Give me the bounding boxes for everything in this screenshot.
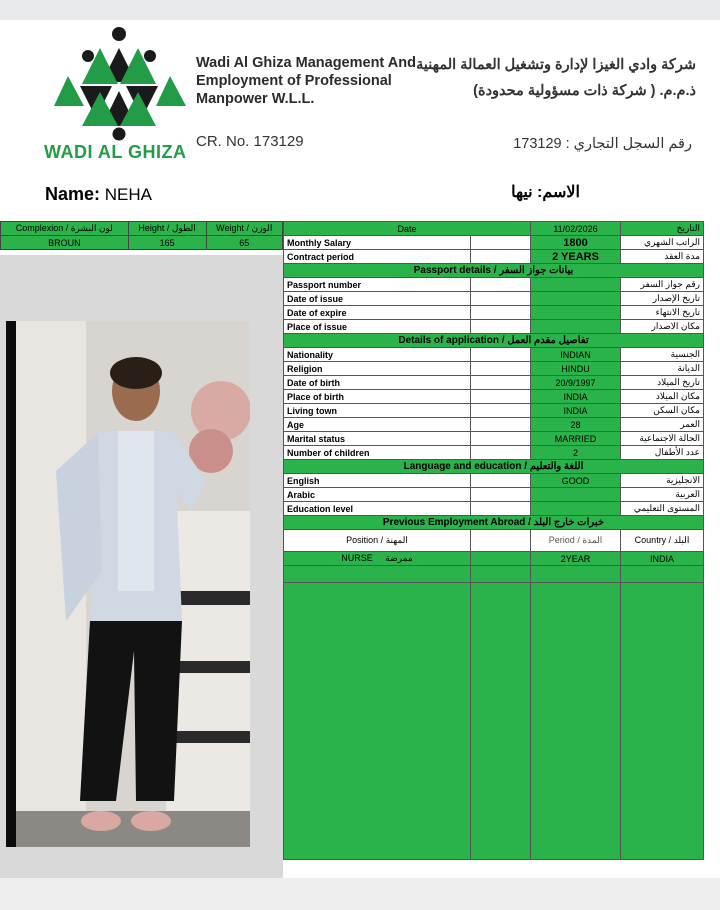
position-value-en: NURSE <box>341 553 373 563</box>
contract-label-ar: مدة العقد <box>621 250 704 264</box>
weight-value: 65 <box>206 236 282 250</box>
candidate-photo <box>6 321 250 847</box>
birth-place-label-ar: مكان الميلاد <box>621 390 704 404</box>
application-section-title: Details of application / تفاصيل مقدم العمل <box>284 334 704 348</box>
issue-date-label: Date of issue <box>284 292 471 306</box>
children-label-ar: عدد الأطفال <box>621 446 704 460</box>
birth-date-label-ar: تاريخ الميلاد <box>621 376 704 390</box>
issue-date-label-ar: تاريخ الإصدار <box>621 292 704 306</box>
age-label: Age <box>284 418 471 432</box>
height-header: Height / الطول <box>128 222 206 236</box>
nationality-label: Nationality <box>284 348 471 362</box>
issue-place-label-ar: مكان الاصدار <box>621 320 704 334</box>
issue-place-value <box>531 320 621 334</box>
english-label-ar: الانجليزية <box>621 474 704 488</box>
date-value: 11/02/2026 <box>531 222 621 236</box>
education-value <box>531 502 621 516</box>
issue-place-label: Place of issue <box>284 320 471 334</box>
age-value: 28 <box>531 418 621 432</box>
position-value-ar: ممرضة <box>385 553 413 563</box>
expire-date-value <box>531 306 621 320</box>
age-label-ar: العمر <box>621 418 704 432</box>
company-name-line-1: Wadi Al Ghiza Management And <box>196 55 416 71</box>
passport-section-title: Passport details / بيانات جواز السفر <box>284 264 704 278</box>
company-name-ar: شركة وادي الغيزا لإدارة وتشغيل العمالة المهنية ذ.م.م. ( شركة ذات مسؤولية محدودة) <box>416 57 696 99</box>
details-table <box>283 221 704 860</box>
cr-number-ar: رقم السجل التجاري : 173129 <box>513 136 692 152</box>
candidate-name-en: Name: NEHA <box>45 184 152 204</box>
living-town-value: INDIA <box>531 404 621 418</box>
top-margin <box>0 0 720 20</box>
arabic-label: Arabic <box>284 488 471 502</box>
education-label-ar: المستوى التعليمي <box>621 502 704 516</box>
contract-value: 2 YEARS <box>531 250 621 264</box>
expire-date-label: Date of expire <box>284 306 471 320</box>
name-value: NEHA <box>104 185 152 204</box>
birth-date-label: Date of birth <box>284 376 471 390</box>
candidate-name-ar: الاسم: نيها <box>511 184 580 201</box>
salary-label-ar: الراتب الشهري <box>621 236 704 250</box>
birth-place-value: INDIA <box>531 390 621 404</box>
nationality-label-ar: الجنسية <box>621 348 704 362</box>
height-value: 165 <box>128 236 206 250</box>
english-label: English <box>284 474 471 488</box>
complexion-value: BROUN <box>1 236 129 250</box>
arabic-value <box>531 488 621 502</box>
passport-number-label-ar: رقم جواز السفر <box>621 278 704 292</box>
children-label: Number of children <box>284 446 471 460</box>
nationality-value: INDIAN <box>531 348 621 362</box>
issue-date-value <box>531 292 621 306</box>
marital-status-value: MARRIED <box>531 432 621 446</box>
physical-table <box>0 221 283 250</box>
living-town-label: Living town <box>284 404 471 418</box>
marital-status-label-ar: الحالة الاجتماعية <box>621 432 704 446</box>
religion-value: HINDU <box>531 362 621 376</box>
passport-number-value <box>531 278 621 292</box>
language-section-title: Language and education / اللغة والتعليم <box>284 460 704 474</box>
salary-label: Monthly Salary <box>284 236 471 250</box>
expire-date-label-ar: تاريخ الانتهاء <box>621 306 704 320</box>
religion-label: Religion <box>284 362 471 376</box>
employment-section-title: Previous Employment Abroad / خبرات خارج البلد <box>284 516 704 530</box>
date-label: Date <box>284 222 531 236</box>
country-header: Country / البلد <box>621 530 704 552</box>
company-name-line-2: Employment of Professional <box>196 73 392 89</box>
period-value: 2YEAR <box>531 552 621 566</box>
passport-number-label: Passport number <box>284 278 471 292</box>
period-header: Period / المدة <box>531 530 621 552</box>
religion-label-ar: الديانة <box>621 362 704 376</box>
complexion-header: Complexion / لون البشرة <box>1 222 129 236</box>
position-value <box>284 552 471 566</box>
birth-date-value: 20/9/1997 <box>531 376 621 390</box>
name-label: Name <box>45 184 95 204</box>
weight-header: Weight / الوزن <box>206 222 282 236</box>
cr-number-en: CR. No. 173129 <box>196 133 304 150</box>
children-value: 2 <box>531 446 621 460</box>
bottom-margin <box>0 878 720 910</box>
arabic-label-ar: العربية <box>621 488 704 502</box>
company-name-en <box>196 54 416 108</box>
birth-place-label: Place of birth <box>284 390 471 404</box>
english-value: GOOD <box>531 474 621 488</box>
company-name-line-3: Manpower W.L.L. <box>196 91 315 107</box>
date-label-ar: التاريخ <box>621 222 704 236</box>
salary-value: 1800 <box>531 236 621 250</box>
country-value: INDIA <box>621 552 704 566</box>
marital-status-label: Marital status <box>284 432 471 446</box>
position-header: Position / المهنة <box>284 530 471 552</box>
living-town-label-ar: مكان السكن <box>621 404 704 418</box>
education-label: Education level <box>284 502 471 516</box>
logo-wordmark: WADI AL GHIZA <box>44 142 187 162</box>
contract-label: Contract period <box>284 250 471 264</box>
